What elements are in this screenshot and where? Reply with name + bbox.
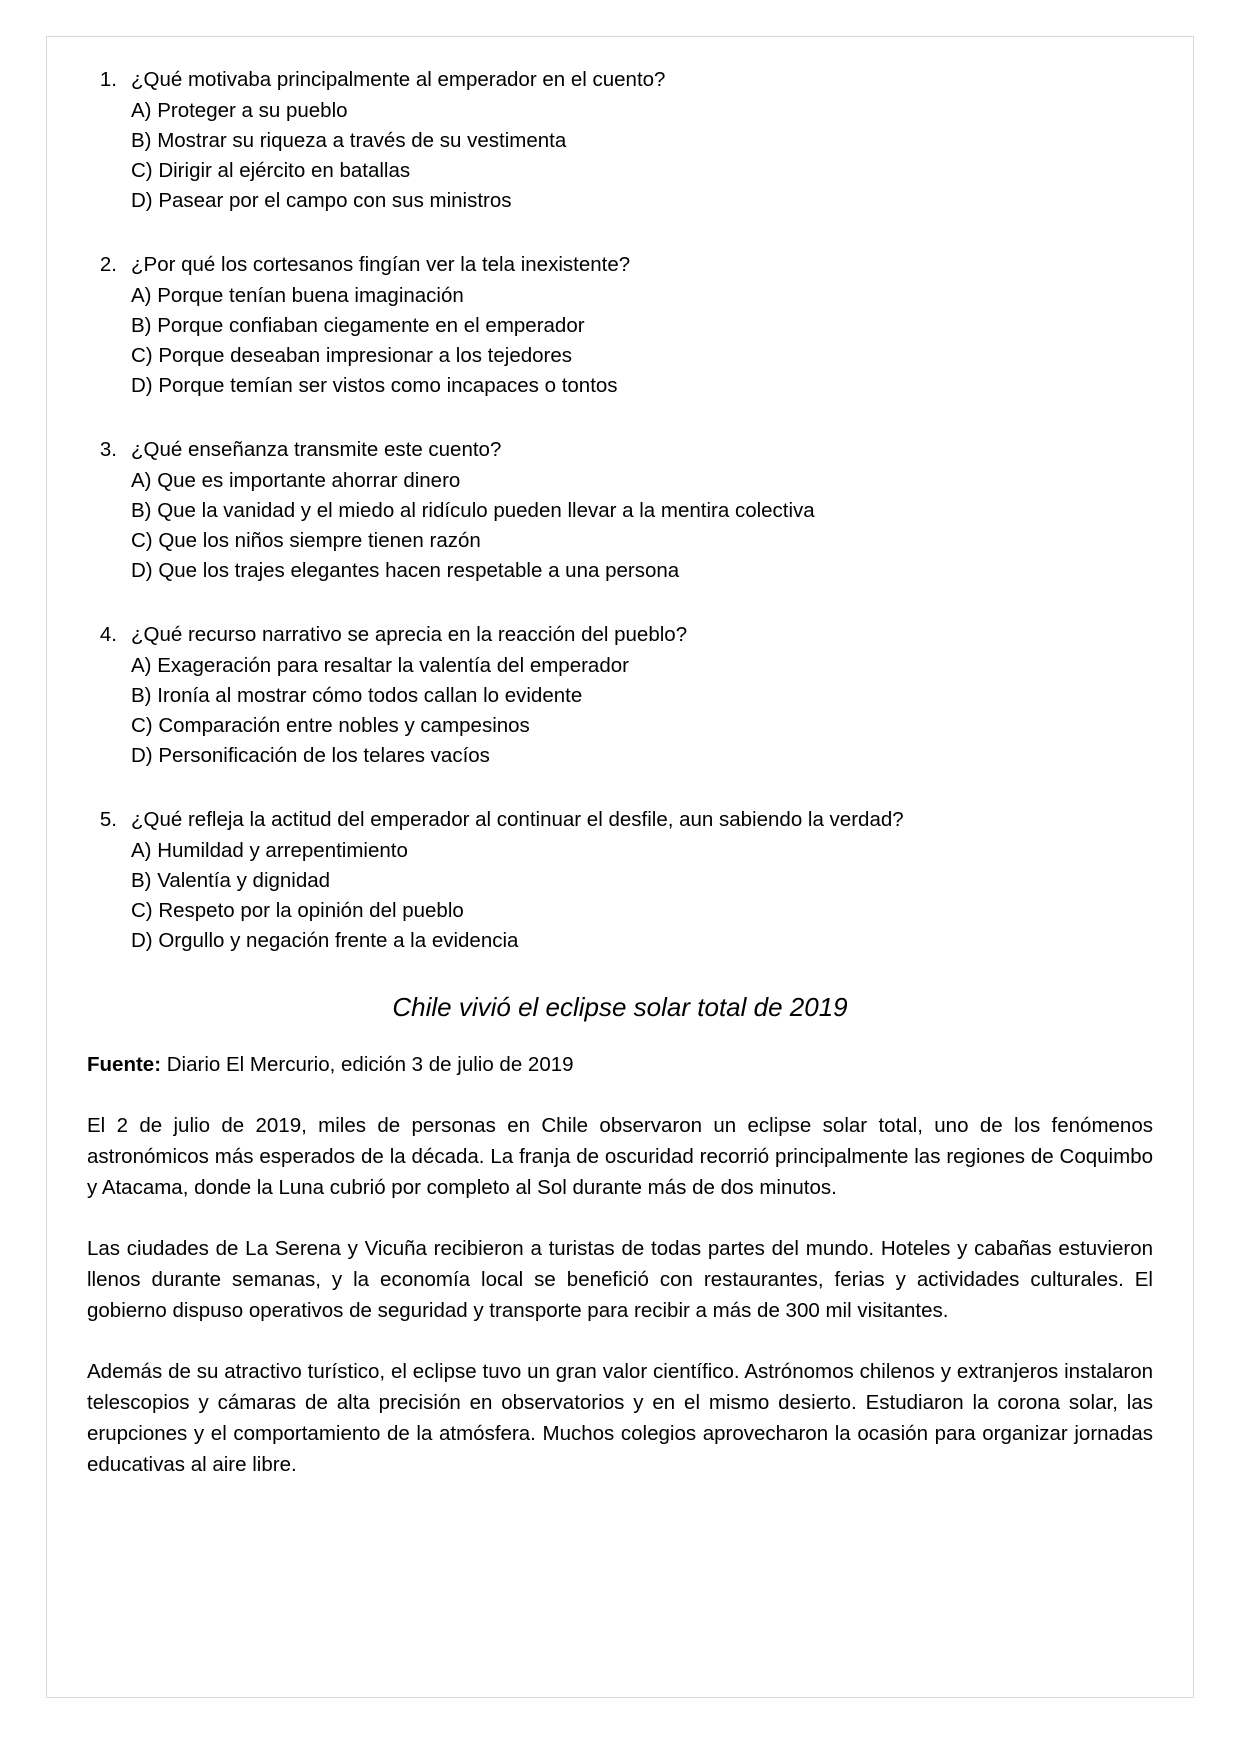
question-text: ¿Por qué los cortesanos fingían ver la tela inexistente? (131, 253, 631, 276)
question-body (131, 435, 1153, 586)
question-option[interactable]: B) Ironía al mostrar cómo todos callan lo evidente (131, 684, 583, 707)
question-item (87, 620, 1153, 771)
question-option[interactable]: B) Porque confiaban ciegamente en el emperador (131, 314, 585, 337)
article-paragraph: Las ciudades de La Serena y Vicuña recibieron a turistas de todas partes del mundo. Hoteles y cabañas estuvieron llenos durante semanas, y la economía local se benefició con restaurantes, ferias y actividades culturales. El gobierno dispuso operativos de seguridad y transporte para recibir a más de 300 mil visitantes. (87, 1237, 1153, 1322)
question-option[interactable]: A) Exageración para resaltar la valentía del emperador (131, 654, 629, 677)
question-option[interactable]: A) Humildad y arrepentimiento (131, 839, 408, 862)
question-item (87, 435, 1153, 586)
question-option[interactable]: B) Valentía y dignidad (131, 869, 331, 892)
question-item (87, 250, 1153, 401)
question-option[interactable]: B) Mostrar su riqueza a través de su vestimenta (131, 129, 567, 152)
question-option[interactable]: B) Que la vanidad y el miedo al ridículo pueden llevar a la mentira colectiva (131, 499, 815, 522)
question-text: ¿Qué recurso narrativo se aprecia en la reacción del pueblo? (131, 623, 688, 646)
question-option[interactable]: C) Dirigir al ejército en batallas (131, 159, 411, 182)
question-body (131, 805, 1153, 956)
question-number: 3. (99, 438, 117, 461)
question-option[interactable]: D) Que los trajes elegantes hacen respetable a una persona (131, 559, 680, 582)
question-number: 5. (99, 808, 117, 831)
source-text: Diario El Mercurio, edición 3 de julio de 2019 (161, 1053, 574, 1076)
question-text: ¿Qué motivaba principalmente al emperador en el cuento? (131, 68, 666, 91)
question-option[interactable]: D) Pasear por el campo con sus ministros (131, 189, 512, 212)
question-option[interactable]: D) Personificación de los telares vacíos (131, 744, 490, 767)
article-paragraph: Además de su atractivo turístico, el eclipse tuvo un gran valor científico. Astrónomos chilenos y extranjeros instalaron telescopios y cámaras de alta precisión en observatorios y en el mismo desierto. Estudiaron la corona solar, las erupciones y el comportamiento de la atmósfera. Muchos colegios aprovecharon la ocasión para organizar jornadas educativas al aire libre. (87, 1360, 1153, 1476)
question-text: ¿Qué refleja la actitud del emperador al continuar el desfile, aun sabiendo la verdad? (131, 808, 904, 831)
question-body (131, 65, 1153, 216)
question-item (87, 805, 1153, 956)
question-option[interactable]: C) Comparación entre nobles y campesinos (131, 714, 530, 737)
question-option[interactable]: A) Proteger a su pueblo (131, 99, 348, 122)
article-source (87, 1050, 1153, 1080)
article-paragraph: El 2 de julio de 2019, miles de personas en Chile observaron un eclipse solar total, uno de los fenómenos astronómicos más esperados de la década. La franja de oscuridad recorrió principalmente las regiones de Coquimbo y Atacama, donde la Luna cubrió por completo al Sol durante más de dos minutos. (87, 1114, 1153, 1199)
question-option[interactable]: C) Que los niños siempre tienen razón (131, 529, 481, 552)
question-item (87, 65, 1153, 216)
source-label: Fuente: (87, 1053, 162, 1076)
document-sheet (46, 36, 1194, 1698)
question-number: 2. (99, 253, 117, 276)
question-option[interactable]: A) Que es importante ahorrar dinero (131, 469, 461, 492)
question-option[interactable]: D) Orgullo y negación frente a la evidencia (131, 929, 519, 952)
question-body (131, 620, 1153, 771)
question-list (87, 65, 1153, 956)
question-text: ¿Qué enseñanza transmite este cuento? (131, 438, 502, 461)
question-number: 4. (99, 623, 117, 646)
question-option[interactable]: C) Respeto por la opinión del pueblo (131, 899, 464, 922)
question-body (131, 250, 1153, 401)
article-title: Chile vivió el eclipse solar total de 2019 (392, 992, 848, 1022)
question-option[interactable]: D) Porque temían ser vistos como incapaces o tontos (131, 374, 618, 397)
question-option[interactable]: A) Porque tenían buena imaginación (131, 284, 464, 307)
question-option[interactable]: C) Porque deseaban impresionar a los tejedores (131, 344, 573, 367)
question-number: 1. (99, 68, 117, 91)
